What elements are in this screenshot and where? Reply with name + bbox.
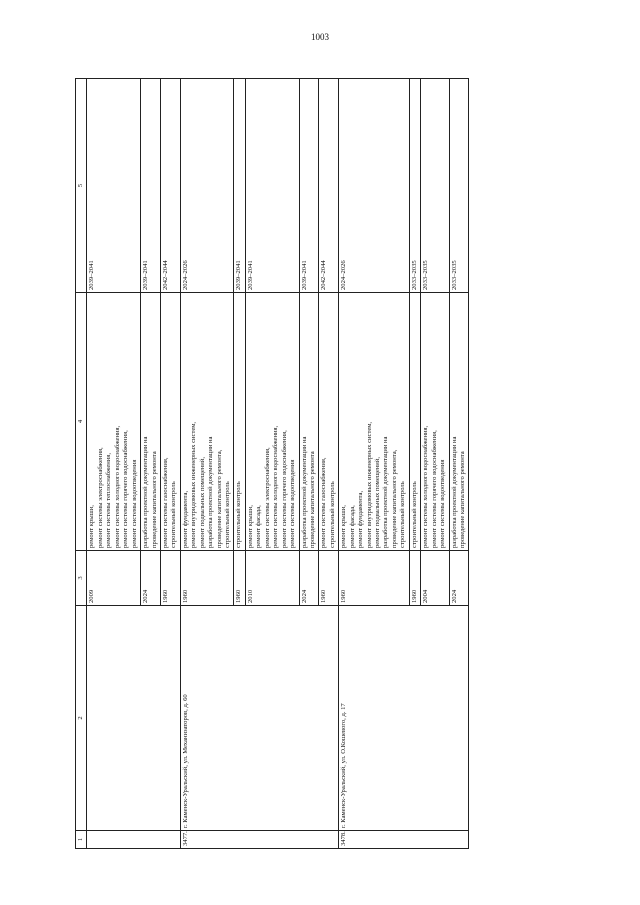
work-item: ремонт системы холодного водоснабжения, <box>113 425 121 548</box>
works-cell <box>319 293 339 551</box>
work-item: ремонт крыши, <box>246 505 254 548</box>
work-item: разработка проектной документации на <box>382 436 390 548</box>
work-item: ремонт фундамента, <box>181 490 189 548</box>
work-item: ремонт подвальных помещений, <box>198 457 206 548</box>
works-cell <box>245 293 299 551</box>
year-cell: 1960 <box>409 551 420 606</box>
work-item: ремонт системы водоотведения <box>130 459 138 548</box>
period-cell: 2042–2044 <box>160 79 180 293</box>
header-col-5: 5 <box>76 79 87 293</box>
works-cell <box>160 293 180 551</box>
period-cell: 2033–2035 <box>409 79 420 293</box>
work-item: проведение капитального ремонта, <box>390 449 398 548</box>
work-item: ремонт системы горячего водоснабжения, <box>122 430 130 548</box>
building-number-cell: 3478. <box>339 831 469 849</box>
period-cell: 2039–2041 <box>141 79 161 293</box>
works-cell <box>141 293 161 551</box>
page-number: 1003 <box>311 32 329 42</box>
period-cell: 2039–2041 <box>299 79 319 293</box>
work-item: ремонт системы электроснабжения, <box>263 447 271 548</box>
work-item: ремонт системы электроснабжения, <box>96 447 104 548</box>
works-cell <box>299 293 319 551</box>
period-cell: 2039–2041 <box>234 79 245 293</box>
work-item: ремонт системы газоснабжения, <box>320 457 328 548</box>
year-cell: 2004 <box>421 551 449 606</box>
work-item: строительный контроль <box>410 481 418 548</box>
year-cell: 1960 <box>160 551 180 606</box>
works-cell <box>409 293 420 551</box>
header-col-1: 1 <box>76 831 87 849</box>
work-item: ремонт системы газоснабжения, <box>161 457 169 548</box>
work-item: ремонт системы водоотведения <box>289 459 297 548</box>
work-item: ремонт фасада, <box>255 505 263 548</box>
work-item: разработка проектной документации на <box>300 436 308 548</box>
work-item: ремонт системы холодного водоснабжения, <box>422 425 430 548</box>
work-item: проведение капитального ремонта <box>150 451 158 548</box>
work-item: ремонт фундамента, <box>357 490 365 548</box>
work-item: разработка проектной документации на <box>450 436 458 548</box>
table-row <box>339 79 410 849</box>
building-address-cell <box>87 606 180 831</box>
work-item: ремонт системы горячего водоснабжения, <box>280 430 288 548</box>
table-body <box>87 79 469 849</box>
period-cell: 2024–2026 <box>339 79 410 293</box>
work-item: ремонт системы горячего водоснабжения, <box>430 430 438 548</box>
year-cell: 2009 <box>87 551 141 606</box>
work-item: проведение капитального ремонта <box>308 451 316 548</box>
year-cell: 2024 <box>141 551 161 606</box>
work-item: строительный контроль <box>399 481 407 548</box>
table-row <box>87 79 141 849</box>
work-item: разработка проектной документации на <box>142 436 150 548</box>
year-cell: 2024 <box>449 551 469 606</box>
rotated-table-wrapper <box>75 79 601 849</box>
header-col-2: 2 <box>76 606 87 831</box>
year-cell: 2024 <box>299 551 319 606</box>
work-item: строительный контроль <box>224 481 231 548</box>
repair-schedule-table <box>75 78 469 849</box>
works-cell <box>180 293 234 551</box>
period-cell: 2039–2041 <box>245 79 299 293</box>
works-cell <box>421 293 449 551</box>
building-number-cell <box>87 831 180 849</box>
period-cell: 2042–2044 <box>319 79 339 293</box>
year-cell: 1960 <box>180 551 234 606</box>
period-cell: 2039–2041 <box>87 79 141 293</box>
period-cell: 2024–2026 <box>180 79 234 293</box>
work-item: строительный контроль <box>235 481 243 548</box>
building-address-cell: г. Каменск-Уральский, ул. О.Кошевого, д. 17 <box>339 606 469 831</box>
period-cell: 2033–2035 <box>421 79 449 293</box>
header-row <box>76 79 87 849</box>
building-number-cell: 3477. <box>180 831 338 849</box>
header-col-3: 3 <box>76 551 87 606</box>
work-item: ремонт системы холодного водоснабжения, <box>272 425 280 548</box>
works-cell <box>234 293 245 551</box>
table-row <box>180 79 234 849</box>
work-item: ремонт крыши, <box>340 505 348 548</box>
work-item: проведение капитального ремонта <box>458 451 466 548</box>
year-cell: 1960 <box>234 551 245 606</box>
year-cell: 1960 <box>339 551 410 606</box>
work-item: ремонт системы теплоснабжения, <box>105 453 113 548</box>
work-item: строительный контроль <box>170 481 178 548</box>
work-item: ремонт подвальных помещений, <box>374 457 381 548</box>
building-address-cell: г. Каменск-Уральский, ул. Механизаторов, д. 60 <box>180 606 338 831</box>
work-item: ремонт крыши, <box>88 505 96 548</box>
work-item: ремонт системы водоотведения <box>439 459 447 548</box>
works-cell <box>449 293 469 551</box>
work-item: ремонт внутридомовых инженерных систем, <box>365 421 373 548</box>
work-item: строительный контроль <box>328 481 336 548</box>
work-item: ремонт фасада, <box>348 505 356 548</box>
year-cell: 1960 <box>319 551 339 606</box>
work-item: проведение капитального ремонта, <box>215 449 223 548</box>
works-cell <box>339 293 410 551</box>
header-col-4: 4 <box>76 293 87 551</box>
year-cell: 2010 <box>245 551 299 606</box>
period-cell: 2033–2035 <box>449 79 469 293</box>
work-item: разработка проектной документации на <box>207 436 215 548</box>
works-cell <box>87 293 141 551</box>
work-item: ремонт внутридомовых инженерных систем, <box>190 421 198 548</box>
